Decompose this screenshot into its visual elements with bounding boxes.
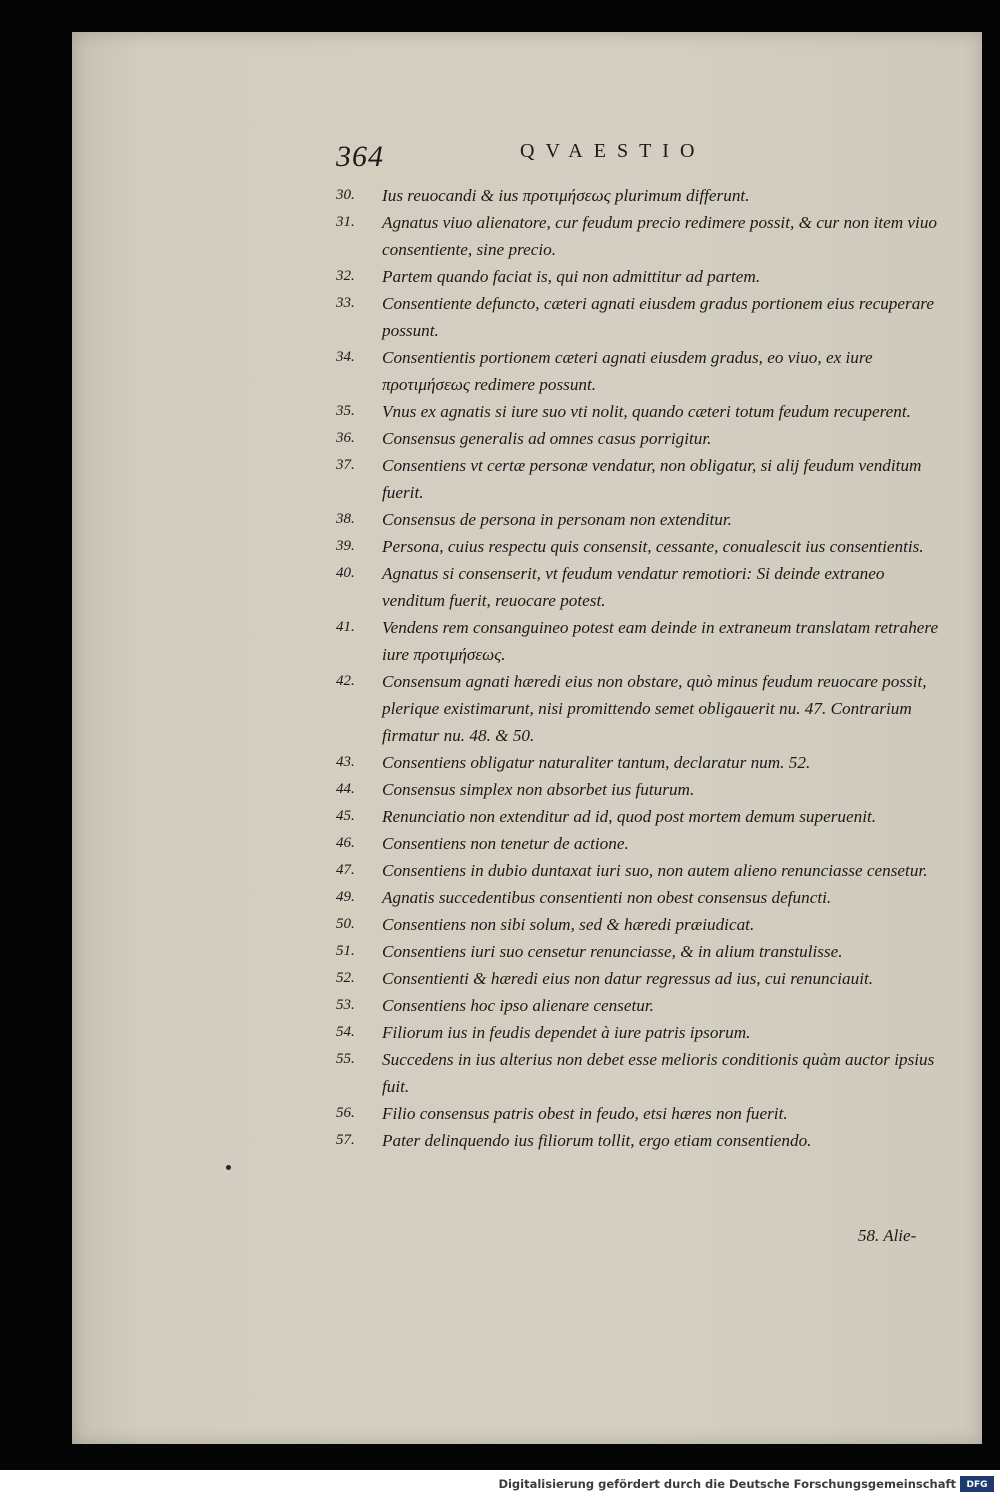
entry-text: Agnatus viuo alienatore, cur feudum precio redimere possit, & cur non item viuo consentiente, sine precio. bbox=[382, 213, 937, 259]
index-entry bbox=[336, 398, 946, 425]
entry-text: Renunciatio non extenditur ad id, quod post mortem demum superuenit. bbox=[382, 807, 877, 826]
entry-number: 53. bbox=[336, 997, 355, 1013]
entry-number: 54. bbox=[336, 1024, 355, 1040]
entry-text: Partem quando faciat is, qui non admittitur ad partem. bbox=[382, 267, 761, 286]
entry-number: 55. bbox=[336, 1051, 355, 1067]
index-entry bbox=[336, 425, 946, 452]
entry-text: Consentiens non sibi solum, sed & hæredi præiudicat. bbox=[382, 915, 755, 934]
entry-number: 51. bbox=[336, 943, 355, 959]
ink-speck bbox=[226, 1165, 231, 1170]
entry-number: 56. bbox=[336, 1105, 355, 1121]
index-entry bbox=[336, 1127, 946, 1154]
footer-credit: Digitalisierung gefördert durch die Deutsche Forschungsgemeinschaft bbox=[498, 1477, 956, 1491]
entry-text: Consensus simplex non absorbet ius futurum. bbox=[382, 780, 695, 799]
entry-number: 35. bbox=[336, 403, 355, 419]
index-entry bbox=[336, 992, 946, 1019]
entry-text: Agnatis succedentibus consentienti non obest consensus defuncti. bbox=[382, 888, 832, 907]
index-entries bbox=[336, 182, 946, 1154]
entry-number: 34. bbox=[336, 349, 355, 365]
entry-number: 38. bbox=[336, 511, 355, 527]
entry-text: Filio consensus patris obest in feudo, etsi hæres non fuerit. bbox=[382, 1104, 788, 1123]
index-entry bbox=[336, 668, 946, 749]
entry-number: 45. bbox=[336, 808, 355, 824]
index-entry bbox=[336, 938, 946, 965]
entry-number: 40. bbox=[336, 565, 355, 581]
dfg-logo: DFG bbox=[960, 1476, 994, 1492]
entry-text: Agnatus si consenserit, vt feudum vendatur remotiori: Si deinde extraneo venditum fuerit, reuocare potest. bbox=[382, 564, 885, 610]
index-entry bbox=[336, 830, 946, 857]
entry-text: Consentiens non tenetur de actione. bbox=[382, 834, 629, 853]
index-entry bbox=[336, 884, 946, 911]
entry-text: Consentientis portionem cæteri agnati eiusdem gradus, eo viuo, ex iure προτιμήσεως redimere possunt. bbox=[382, 348, 873, 394]
index-entry bbox=[336, 803, 946, 830]
index-entry bbox=[336, 452, 946, 506]
page-number: 364 bbox=[336, 140, 384, 173]
entry-number: 47. bbox=[336, 862, 355, 878]
entry-text: Consensum agnati hæredi eius non obstare, quò minus feudum reuocare possit, plerique existimarunt, nisi promittendo semet obligauerit nu. 47. Contrarium firmatur nu. 48. & 50. bbox=[382, 672, 927, 745]
entry-number: 57. bbox=[336, 1132, 355, 1148]
entry-number: 37. bbox=[336, 457, 355, 473]
entry-text: Consentiens in dubio duntaxat iuri suo, non autem alieno renunciasse censetur. bbox=[382, 861, 928, 880]
entry-number: 33. bbox=[336, 295, 355, 311]
catchword: 58. Alie- bbox=[858, 1226, 917, 1245]
entry-text: Vnus ex agnatis si iure suo vti nolit, quando cæteri totum feudum recuperent. bbox=[382, 402, 911, 421]
index-entry bbox=[336, 1046, 946, 1100]
running-head: QVAESTIO bbox=[520, 140, 706, 162]
index-entry bbox=[336, 614, 946, 668]
index-entry bbox=[336, 182, 946, 209]
index-entry bbox=[336, 506, 946, 533]
index-entry bbox=[336, 965, 946, 992]
index-entry bbox=[336, 344, 946, 398]
index-entry bbox=[336, 1019, 946, 1046]
entry-text: Consensus generalis ad omnes casus porrigitur. bbox=[382, 429, 712, 448]
index-entry bbox=[336, 290, 946, 344]
entry-text: Persona, cuius respectu quis consensit, cessante, conualescit ius consentientis. bbox=[382, 537, 924, 556]
entry-text: Ius reuocandi & ius προτιμήσεως plurimum differunt. bbox=[382, 186, 750, 205]
entry-number: 46. bbox=[336, 835, 355, 851]
entry-text: Consentiens hoc ipso alienare censetur. bbox=[382, 996, 654, 1015]
entry-text: Pater delinquendo ius filiorum tollit, ergo etiam consentiendo. bbox=[382, 1131, 812, 1150]
index-entry bbox=[336, 209, 946, 263]
index-entry bbox=[336, 533, 946, 560]
index-entry bbox=[336, 1100, 946, 1127]
entry-number: 32. bbox=[336, 268, 355, 284]
entry-text: Consentiente defuncto, cæteri agnati eiusdem gradus portionem eius recuperare possunt. bbox=[382, 294, 934, 340]
entry-number: 31. bbox=[336, 214, 355, 230]
entry-text: Consentiens vt certæ personæ vendatur, non obligatur, si alij feudum venditum fuerit. bbox=[382, 456, 922, 502]
entry-text: Consensus de persona in personam non extenditur. bbox=[382, 510, 732, 529]
entry-text: Filiorum ius in feudis dependet à iure patris ipsorum. bbox=[382, 1023, 751, 1042]
index-entry bbox=[336, 560, 946, 614]
index-entry bbox=[336, 749, 946, 776]
entry-number: 42. bbox=[336, 673, 355, 689]
index-entry bbox=[336, 263, 946, 290]
index-entry bbox=[336, 776, 946, 803]
entry-number: 50. bbox=[336, 916, 355, 932]
entry-number: 52. bbox=[336, 970, 355, 986]
entry-number: 30. bbox=[336, 187, 355, 203]
entry-text: Consentienti & hæredi eius non datur regressus ad ius, cui renunciauit. bbox=[382, 969, 874, 988]
entry-text: Consentiens iuri suo censetur renunciasse, & in alium transtulisse. bbox=[382, 942, 843, 961]
entry-text: Consentiens obligatur naturaliter tantum, declaratur num. 52. bbox=[382, 753, 811, 772]
entry-number: 41. bbox=[336, 619, 355, 635]
entry-number: 39. bbox=[336, 538, 355, 554]
entry-number: 43. bbox=[336, 754, 355, 770]
index-entry bbox=[336, 857, 946, 884]
entry-number: 36. bbox=[336, 430, 355, 446]
entry-text: Vendens rem consanguineo potest eam deinde in extraneum translatam retrahere iure προτιμήσεως. bbox=[382, 618, 939, 664]
entry-text: Succedens in ius alterius non debet esse melioris conditionis quàm auctor ipsius fuit. bbox=[382, 1050, 935, 1096]
entry-number: 49. bbox=[336, 889, 355, 905]
index-entry bbox=[336, 911, 946, 938]
digitization-footer bbox=[0, 1470, 1000, 1499]
entry-number: 44. bbox=[336, 781, 355, 797]
